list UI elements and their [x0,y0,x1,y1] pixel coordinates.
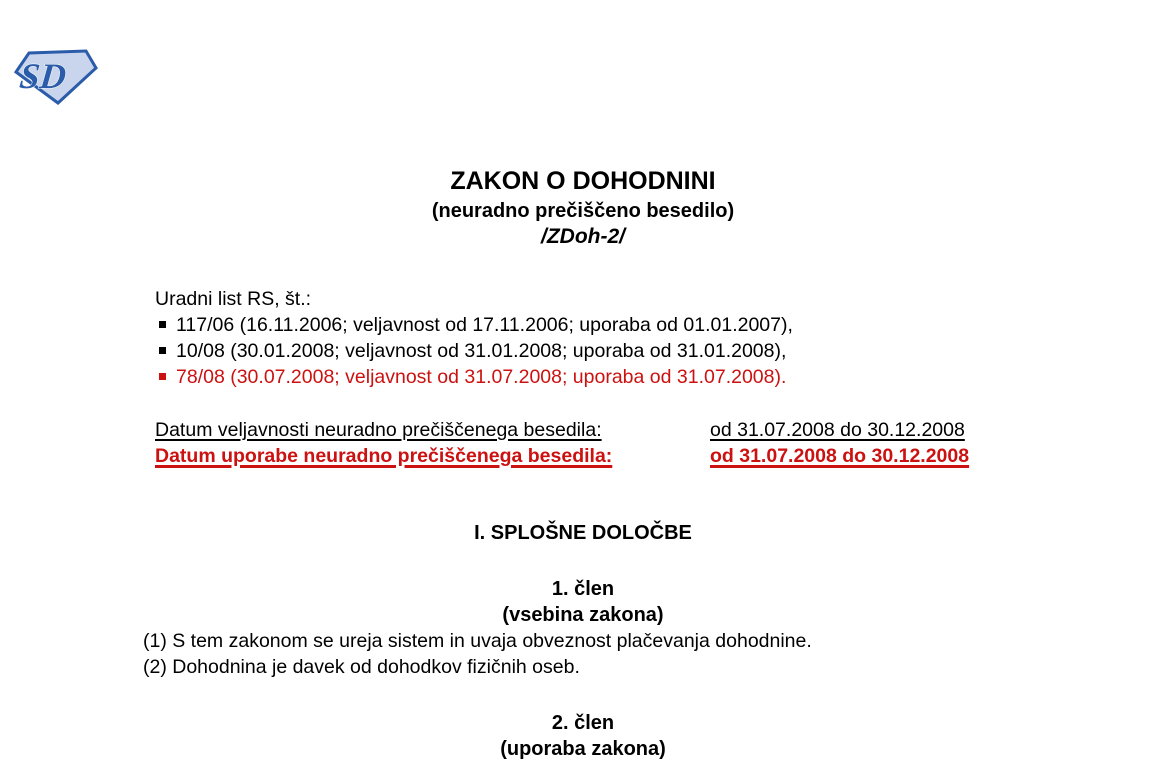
sd-logo-letters: SD [17,56,69,96]
bullet-icon [159,347,166,354]
gazette-item-text: 10/08 (30.01.2008; veljavnost od 31.01.2008; uporaba od 31.01.2008), [176,340,787,362]
validity-label: Datum uporabe neuradno prečiščenega besedila: [155,445,613,467]
chapter-heading: I. SPLOŠNE DOLOČBE [474,522,692,544]
validity-section [143,417,1023,469]
validity-row [155,443,1023,469]
article-paragraph: (2) Dohodnina je davek od dohodkov fizičnih oseb. [143,656,580,678]
article-number: 1. člen [551,578,615,600]
article-paragraph: (1) S tem zakonom se ureja sistem in uvaja obveznost plačevanja dohodnine. [143,630,812,652]
gazette-item [155,338,1023,364]
gazette-item [155,364,1023,390]
validity-row [155,417,1023,443]
document-shortname: /ZDoh-2/ [541,225,625,248]
document-title: ZAKON O DOHODNINI [450,167,716,195]
sd-logo [13,47,98,105]
document-subtitle: (neuradno prečiščeno besedilo) [431,200,735,222]
article-subtitle: (vsebina zakona) [502,604,664,626]
validity-label: Datum veljavnosti neuradno prečiščenega besedila: [155,419,602,441]
gazette-label: Uradni list RS, št.: [155,288,312,310]
gazette-item [155,312,1023,338]
validity-value: od 31.07.2008 do 30.12.2008 [710,445,970,467]
gazette-item-text: 117/06 (16.11.2006; veljavnost od 17.11.2006; uporaba od 01.01.2007), [176,314,793,336]
bullet-icon [159,373,166,380]
article-number: 2. člen [551,712,615,734]
article-subtitle: (uporaba zakona) [500,738,666,760]
bullet-icon [159,321,166,328]
document-content [143,0,1023,762]
validity-value: od 31.07.2008 do 30.12.2008 [710,419,965,441]
gazette-section [143,286,1023,390]
gazette-item-text: 78/08 (30.07.2008; veljavnost od 31.07.2008; uporaba od 31.07.2008). [176,366,787,388]
